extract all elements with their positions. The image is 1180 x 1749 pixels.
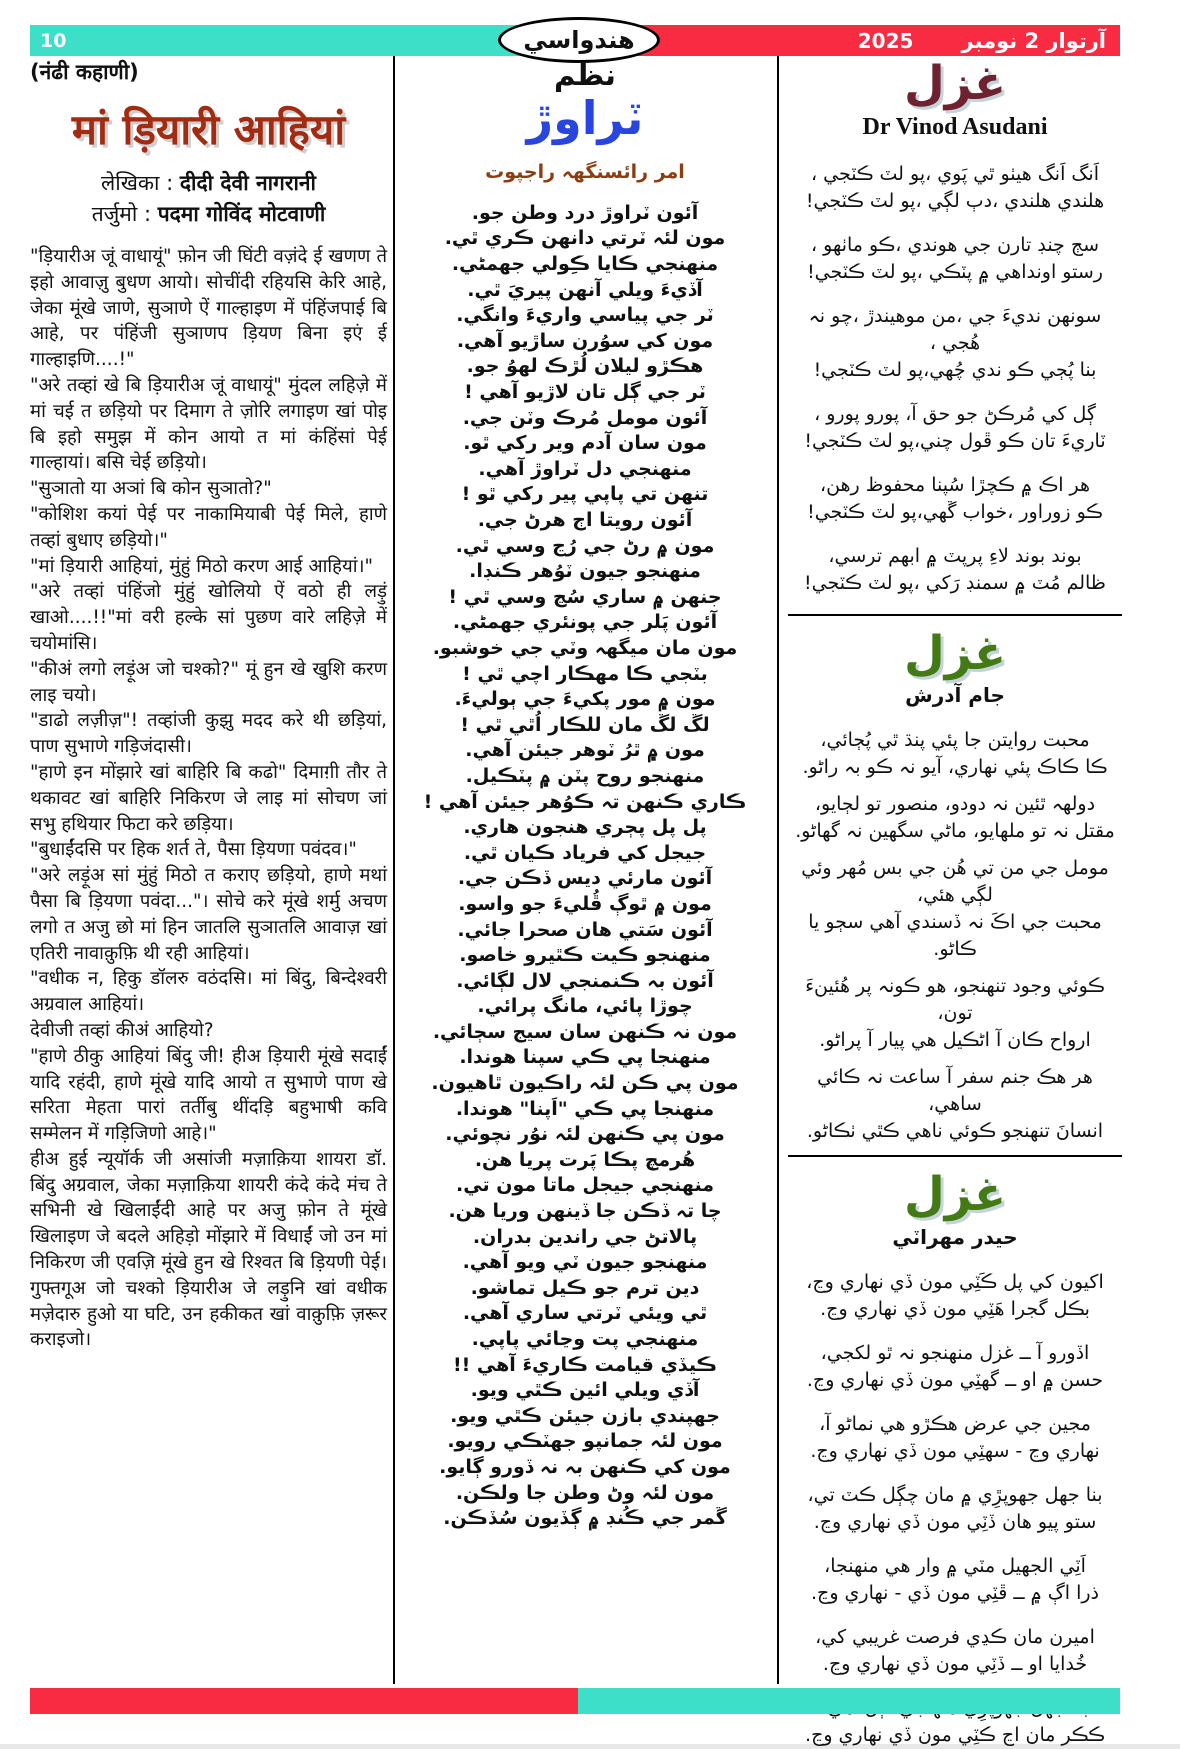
verse-line: نهاري وڃ - سهٽِي مون ڏي نهاري وڃ. [810, 1440, 1100, 1463]
nazm-line: منهنجو روح پٽن ۾ پٽڪيل. [465, 764, 705, 787]
nazm-line: منهنجي ڪايا ڪِولي جهمڻي. [451, 253, 719, 276]
nazm-line: لڱ لڱ مان للڪار اُٿي ٿي ! [460, 713, 710, 736]
verse-line: بنا جهل جهوپڙِي ۾ مان چڳل ڪٽ تي، [807, 1484, 1103, 1507]
story-paragraph: "डाढो लज़ीज़"! तव्हांजी कुझु मदद करे थी छड़ियां, पाण सुभाणे गड़िजंदासी। [30, 710, 387, 758]
ghazal-section [788, 1169, 1122, 1749]
couplet [788, 1269, 1122, 1323]
story-paragraph: "हाणे ठीकु आहियां बिंदु जी! हीअ ड़ियारी मूंखे सदाईं यादि रहंदी, हाणे मूंखे यादि आयो त सुभाणे पाण खे सरिता मेहता पारां तर्तीबु थींदड़ि बहुभाषी कवि सम्मेलन में गड़िजिणो आहे।" [30, 1045, 387, 1145]
couplet [788, 1064, 1122, 1145]
story-paragraph: हीअ हुई न्यूयॉर्क जी असांजी मज़ाक़िया शायरा डॉ. बिंदु अग्रवाल, जेका मज़ाक़िया शायरी कंदे कंदे मंच ते सभिनी खे खिलाईंदी आहे पर अजु फ़ोन ते मूंखे खिलाइण जे बदले अहिड़ो मोंझारे में विधाईं जो उन मां निकिरण जी एवज़ि मूंखे हुन खे रिश्वत बि ड़ियणी पेई। गुफ्तगूअ जो चश्को ड़ियारीअ जे लड़ुनि खां वधीक मज़ेदारु हुओ या घटि, उन हकीकत खां वाक़ुफ़ि ज़रूर कराइजो। [30, 1148, 387, 1351]
verse-line: اکيون کي پل ڪَٽِي مون ڏي نهاري وڃ، [806, 1271, 1104, 1294]
nazm-line: بٽجي ڪا مهڪار اچي ٿي ! [462, 662, 708, 685]
story-paragraph: "अरे लड़ूंअ सां मुंहुं मिठो त कराए छड़ियो, हाणे मथां पैसा बि ड़ियणा पवंदा..."। सोचे करे मूंखे शर्मु अचण लगो त अजु छो मां हिन जातलि सुञातलि आवाज़ खां एतिरी नावाक़ुफ़ि थी रही आहियां। [30, 865, 387, 964]
header-bar [30, 25, 1120, 56]
couplet [788, 161, 1122, 215]
header-date: آرتوار 2 نومبر [961, 28, 1106, 53]
verse-line: ڪڪر مان اڃ ڪٽِي مون ڏي نهاري وڃ. [805, 1724, 1105, 1747]
ghazal-column [788, 56, 1122, 1747]
couplet [788, 973, 1122, 1054]
verse-line: ذرا اڳ ۾ ــ ڦٽِي مون ڏي - نهاري وڃ. [811, 1582, 1099, 1605]
page-number: 10 [40, 29, 67, 52]
nazm-line: منهنجو جيون ٽي ويو آهي. [462, 1251, 708, 1274]
nazm-line: آئون بہ ڪنمنجي لال لڳائي. [456, 969, 714, 992]
ghazal-section [788, 625, 1122, 1146]
nazm-line: منهنجا پي ڪي "اَپنا" هوندا. [455, 1097, 715, 1120]
verse-line: اڏورو آ ــ غزل منهنجو نہ ٿو لکجي، [820, 1342, 1090, 1365]
verse-line: رستو اونداهي ۾ پٽڪي ،پو لٽ ڪٽجي! [807, 260, 1103, 283]
section-divider [788, 614, 1122, 616]
nazm-line: آئون پَلر جي پونئري جهمڻي. [452, 611, 718, 634]
nazm-line: منهنجو ڪيت ڪٿيرو خاصو. [459, 944, 711, 967]
verse-line: حسن ۾ او ــ گهٽِي مون ڏي نهاري وڃ. [806, 1369, 1104, 1392]
couplet [788, 543, 1122, 597]
verse-line: سڄ چنڊ تارن جي هوندي ،ڪو ماٺهو ، [810, 233, 1100, 256]
verse-line: ڪوئي وجود تنهنجو، هو ڪونہ پر هُئينءَ تون، [805, 975, 1105, 1025]
nazm-line: منهنجي دل ٽراوڙ آهي. [478, 457, 692, 480]
column-divider [777, 56, 779, 1684]
nazm-line: مون مان ميگهہ وٽي جي خوشبو. [432, 636, 738, 659]
nazm-line: مون کي سوُرن ساڙيو آهي. [456, 329, 714, 352]
nazm-line: منهنجي پت وڃائي پاپي. [471, 1328, 699, 1351]
verse-line: ارواح ڪان آ اڻڪيل هي پيار آ پراڻو. [819, 1029, 1091, 1052]
verse-line: اَنگ اَنگ هيٺو ٿي پَوي ،پو لٽ ڪٽجي ، [810, 162, 1099, 185]
nazm-line: ڱمر جي ڪُنڊ ۾ ڳڏيون سُڏڪن. [443, 1507, 727, 1530]
couplet [788, 855, 1122, 963]
nazm-line: ڪيڏي قيامت ڪاريءَ آهي !! [452, 1353, 718, 1376]
nazm-line: چا تہ ڏڪن جا ڏينهن وريا هن. [448, 1200, 722, 1223]
nazm-line: مون ۾ مور پکيءَ جي ٻوليءَ. [454, 688, 716, 711]
nazm-kicker: نظم [554, 58, 616, 92]
story-column [30, 58, 387, 1686]
nazm-line: دين ترم جو ڪيل تماشو. [470, 1276, 700, 1299]
nazm-line: مون نہ ڪنهن سان سيج سڄائي. [432, 1020, 738, 1043]
column-divider [393, 56, 395, 1684]
couplet [788, 1340, 1122, 1394]
nazm-title: ٽراوڙ [526, 91, 644, 145]
translator-label: तर्जुमो : [91, 202, 158, 226]
nazm-line: مون ۾ ٿرُ ٽوهر جيئن آهي. [465, 739, 705, 762]
nazm-line: مون پي ڪن لئہ راڪيون ٿاهيون. [431, 1072, 739, 1095]
ghazal-section [788, 58, 1122, 597]
verse-line: ستو پيو هان ڏٽِي مون ڏي نهاري وڃ. [813, 1511, 1097, 1534]
story-paragraph: "सुञातो या अञां बि कोन सुञातो?" [30, 478, 272, 500]
story-paragraph: "अरे तव्हां खे बि ड़ियारीअ जूं वाधायूं" मुंदल लहिज़े में मां चई त छड़ियो पर दिमाग ते ज़ोरि लगाइण खां पोइ बि इहो समुझ में कोन आयो त मां कंहिंसां पेई गाल्हायां। बसि चेई छड़ियो। [30, 374, 387, 474]
story-paragraph: "हाणे इन मोंझारे खां बाहिरि बि कढो" दिमाग़ी तौर ते थकावट खां बाहिरि निकिरण जे लाइ मां सोचण जां सभु हथियार फिटा करे छड़िया। [30, 761, 387, 835]
couplet [788, 1411, 1122, 1465]
nazm-line: مون کي ڪنهن بہ نہ ڏورو ڳايو. [439, 1455, 731, 1478]
couplet [788, 791, 1122, 845]
nazm-author: امر رائسنگهہ راجپوت [485, 160, 685, 183]
nazm-line: آئون سَتي هان صحرا جائي. [457, 918, 713, 941]
story-author-line [30, 169, 387, 197]
nazm-line: مون لئہ وڻ وطن جا ولڪن. [455, 1481, 715, 1504]
couplet [788, 727, 1122, 781]
story-paragraph: "वधीक न, हिकु डॉलरु वठंदसि। मां बिंदु, बिन्देश्वरी अग्रवाल आहियां। [30, 968, 387, 1016]
nazm-line: منهنجو جيون ٽوُهر ڪنڊا. [469, 560, 701, 583]
translator-name: पदमा गोविंद मोटवाणी [157, 202, 326, 226]
nazm-line: مون ۾ ٿوڳ ڦُليءَ جو واسو. [458, 892, 712, 915]
verse-line: اميرن مان ڪڍي فرصت غريبي کي، [815, 1626, 1095, 1649]
author-label: लेखिका : [101, 171, 180, 195]
verse-line: بوند بوند لاءِ پرپٽ ۾ ابهم ترسي، [828, 544, 1082, 567]
nazm-line: پل پل پڄري هنجون هاري. [463, 816, 707, 839]
story-paragraph: "अरे तव्हां पंहिंजो मुंहुं खोलियो ऐं वठो ही लड़ुं खाओ....!!"मां वरी हल्के सां पुछण वारे लहिज़े में चयोमांसि। [30, 581, 387, 654]
verse-line: هر هڪ جنم سفر آ ساعت نہ ڪائي ساهي، [817, 1066, 1093, 1116]
story-paragraph: देवीजी तव्हां कीअं आहियो? [30, 1019, 214, 1041]
verse-line: مومل جي من تي هُن جي بس مُهر وئي لڳي هئي، [801, 857, 1109, 907]
nazm-line: آئون رويتا اڄ هرڻ جي. [477, 509, 693, 532]
nazm-line: آئون مومل مُرڪ وٽن جي. [462, 406, 708, 429]
nazm-line: مون لئہ جمانپو جهٽڪي رويو. [447, 1430, 723, 1453]
ghazal-author: حيدر مهراٽي [892, 1225, 1018, 1250]
story-paragraph: "कोशिश कयां पेई पर नाकामियाबी पेई मिले, हाणे तव्हां बुधाए छड़ियो।" [30, 503, 387, 551]
verse-line: ظالم مُٽ ۾ سمنڊ رَکي ،پو لٽ ڪٽجي! [804, 571, 1106, 594]
nazm-line: آڏي ويلي ائين ڪٿي ويو. [470, 1379, 700, 1402]
nazm-lines [401, 201, 769, 1532]
nazm-line: پالاتڻ جي راندين بدران. [472, 1225, 698, 1248]
nazm-line: مون ۾ رڻ جي رُڃ وسي ٿي. [455, 534, 715, 557]
section-divider [788, 1155, 1122, 1157]
nazm-line: ٿي ويئي ٽرتي ساري آهي. [462, 1302, 708, 1325]
footer-red-band [30, 1688, 578, 1714]
nazm-column [401, 58, 769, 1686]
couplet [788, 472, 1122, 526]
ghazal-title: غزل [903, 56, 1007, 111]
verse-line: هر اڪ ۾ ڪچڙا سُپنا محفوظ رهن، [819, 473, 1091, 496]
verse-line: اَٽِي الجهيل مٽي ۾ وار هي منهنجا، [824, 1555, 1086, 1578]
nazm-line: مون پي ڪنهن لئہ نوُر نچوئي. [445, 1123, 725, 1146]
nazm-line: آئون مارئي ديس ڏڪن جي. [457, 867, 713, 890]
verse-line: بڪل گجرا هَٽِي مون ڏي نهاري وڃ. [820, 1298, 1090, 1321]
story-paragraph: "मां ड़ियारी आहियां, मुंहुं मिठो करण आई आहियां।" [30, 555, 374, 577]
verse-line: مجين جي عرض هڪڙو هي نماڻو آ، [819, 1413, 1091, 1436]
story-paragraph: "कीअं लगो लड़ूंअ जो चश्को?" मूं हुन खे खुशि करण लाइ चयो। [30, 658, 387, 706]
header-year: 2025 [857, 28, 914, 53]
verse-line: انسانَ تنهنجو ڪوئي ناهي ڪٿي ٺڪاڻو. [806, 1120, 1104, 1143]
verse-line: ڪا ڪاڪ پئي نهاري، آيو نہ ڪو بہ راڻو. [802, 756, 1108, 779]
nazm-line: آئون ٽراوڙ درد وطن جو. [471, 201, 699, 224]
verse-line: هلندي هلندي ،دٻ لڳي ،پو لٽ ڪٽجي! [805, 189, 1105, 212]
couplet [788, 401, 1122, 455]
nazm-line: جهپندي بازن جيئن ڪٿي ويو. [450, 1404, 720, 1427]
verse-line: محبت جي اڪَ نہ ڏسندي آهي سڄو يا ڪاڻو. [808, 911, 1102, 961]
nazm-line: تنهن تي پاپي پير رکي ٿو ! [461, 483, 709, 506]
verse-line: دولهہ ٿئين نہ دودو، منصور تو لڄايو، [814, 793, 1096, 816]
verse-line: محبت روايتن جا پئي پنڌ ٿي پُڄائي، [820, 729, 1090, 752]
verse-line: ٽاريءَ تان ڪو ڦول چني،پو لٽ ڪٽجي! [804, 429, 1106, 452]
nazm-line: چوڙا پائي، مانگ پرائي. [477, 995, 693, 1018]
story-paragraphs [30, 244, 387, 1353]
verse-line: ڪو زوراور ،خواب ڱهي،پو لٽ ڪٽجي! [807, 500, 1103, 523]
verse-line: مقتل نہ تو ملهايو، ماڻي سگهين نہ گهاڻو. [795, 820, 1115, 843]
author-name: दीदी देवी नागरानी [179, 171, 316, 195]
couplet [788, 303, 1122, 384]
nazm-line: منهنجي جيجل ماتا مون تي. [456, 1174, 714, 1197]
nazm-line: مون لئہ ٽرتي دانهن ڪري ٿي. [444, 227, 726, 250]
story-title: मां ड़ियारी आहियां [71, 105, 346, 154]
verse-line: بنا پُڄي ڪو ندي چُهي،پو لٽ ڪٽجي! [813, 358, 1097, 381]
couplet [788, 232, 1122, 286]
nazm-line: جيجل کي فرياد ڪيان ٿي. [463, 841, 707, 864]
nazm-line: آڏيءَ ويلي آنهن پيريَ ٿي. [467, 278, 703, 301]
nazm-line: ٽر جي پياسي واريءَ وانگي. [456, 304, 714, 327]
ghazal-author: Dr Vinod Asudani [862, 113, 1048, 140]
nazm-line: ڪاري ڪنهن تہ ڪوُهر جيئن آهي ! [423, 790, 747, 813]
footer-teal-band [578, 1688, 1120, 1714]
header-right-band [582, 25, 1120, 56]
ghazal-title: غزل [903, 625, 1007, 681]
nazm-line: منهنجا پي ڪي سپنا هوندا. [459, 1046, 711, 1069]
ghazal-author: جام آدرش [905, 683, 1005, 708]
verse-line: خُدايا او ــ ڏٽِي مون ڏي نهاري وڃ. [822, 1653, 1088, 1676]
story-paragraph: "ड़ियारीअ जूं वाधायूं" फ़ोन जी घिंटी वज़ंदे ई खणण ते इहो आवाज़ु बुधण आयो। सोचींदी रहियसि केरि आहे, जेका मूंखे जाणे, सुञाणे ऐं गाल्हाइण में पंहिंजपाई बि आहे, पर पंहिंजी सुञाणप ड़ियण बिना इएं ई गाल्हाइणि....!" [30, 246, 387, 371]
nazm-line: مون سان آدم وير رکي ٿو. [463, 432, 707, 455]
nazm-line: هُرمچ پڪا پَرت پريا هن. [474, 1148, 696, 1171]
story-kicker: (नंढी कहाणी) [30, 60, 139, 84]
nazm-line: ٽر جي ڳل تان لاڙيو آهي ! [464, 381, 706, 404]
nazm-line: هڪڙو ليلان لُڙڪ لهوُ جو. [466, 355, 704, 378]
couplet [788, 1482, 1122, 1536]
ghazal-sections [788, 58, 1122, 1749]
footer-bar [30, 1688, 1120, 1714]
newspaper-logo: هندواسي [498, 17, 660, 63]
nazm-line: جنهن ۾ ساري سُڃ وسي ٿي ! [448, 585, 722, 608]
couplet [788, 1553, 1122, 1607]
verse-line: ڳل کي مُرڪڻ جو حق آ، پورو پورو ، [814, 402, 1096, 425]
story-paragraph: "बुधाईंदसि पर हिक शर्त ते, पैसा ड़ियणा पवंदव।" [30, 839, 357, 861]
story-translator-line [30, 200, 387, 228]
verse-line: سونهن نديءَ جي ،من موهيندڙ ،چو نہ هُجي ، [808, 304, 1102, 354]
ghazal-title: غزل [903, 1167, 1007, 1223]
couplet [788, 1624, 1122, 1678]
